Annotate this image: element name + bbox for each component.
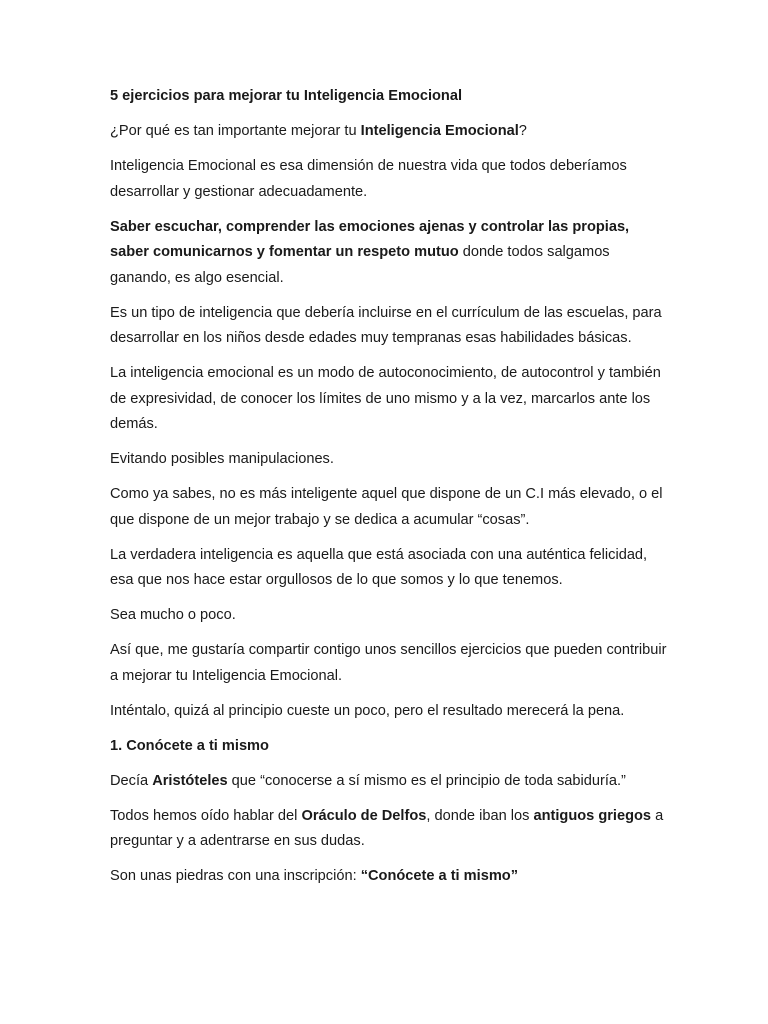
bold-text: Aristóteles (152, 772, 228, 789)
paragraph-inscription (110, 864, 670, 890)
paragraph-skills (110, 215, 670, 292)
paragraph-text: a preguntar y a adentrarse en sus dudas. (110, 807, 664, 849)
paragraph-much-or-little: Sea mucho o poco. (110, 607, 236, 623)
paragraph-self-knowledge: La inteligencia emocional es un modo de autoconocimiento, de autocontrol y también de expresividad, de conocer los límites de uno mismo y a la vez, marcarlos ante los demás. (110, 365, 661, 432)
paragraph-ci: Como ya sabes, no es más inteligente aquel que dispone de un C.I más elevado, o el que dispone de un mejor trabajo y se dedica a acumular “cosas”. (110, 486, 663, 528)
paragraph-why-important (110, 119, 670, 145)
section-heading-know-yourself: 1. Conócete a ti mismo (110, 737, 269, 754)
paragraph-text: Decía (110, 772, 153, 789)
paragraph-text: Todos hemos oído hablar del (110, 807, 302, 824)
document-page (110, 84, 670, 899)
paragraph-text: ? (518, 123, 527, 139)
paragraph-text: Son unas piedras con una inscripción: (110, 868, 361, 884)
paragraph-dimension: Inteligencia Emocional es esa dimensión de nuestra vida que todos deberíamos desarrollar y gestionar adecuadamente. (110, 158, 627, 200)
bold-text: “Conócete a ti mismo” (360, 868, 519, 884)
paragraph-delphi (110, 804, 670, 855)
document-title: 5 ejercicios para mejorar tu Inteligencia Emocional (110, 88, 463, 104)
paragraph-text: que “conocerse a sí mismo es el principio de toda sabiduría.” (227, 772, 626, 789)
bold-text: Inteligencia Emocional (360, 123, 519, 139)
paragraph-text: donde todos salgamos ganando, es algo esencial. (110, 244, 610, 286)
paragraph-try-it: Inténtalo, quizá al principio cueste un poco, pero el resultado merecerá la pena. (110, 702, 625, 719)
paragraph-text: , donde iban los (426, 807, 534, 824)
paragraph-true-intelligence: La verdadera inteligencia es aquella que está asociada con una auténtica felicidad, esa que nos hace estar orgullosos de lo que somos y lo que tenemos. (110, 546, 648, 588)
paragraph-aristotle (110, 769, 670, 795)
bold-text: antiguos griegos (533, 807, 652, 824)
bold-text: Oráculo de Delfos (301, 807, 427, 824)
paragraph-text: ¿Por qué es tan importante mejorar tu (110, 123, 361, 139)
paragraph-manipulations: Evitando posibles manipulaciones. (110, 451, 334, 467)
bold-text: Saber escuchar, comprender las emociones ajenas y controlar las propias, saber comunicarnos y fomentar un respeto mutuo (110, 218, 630, 260)
paragraph-curriculum: Es un tipo de inteligencia que debería incluirse en el currículum de las escuelas, para desarrollar en los niños desde edades muy tempranas esas habilidades básicas. (110, 304, 662, 346)
paragraph-share-exercises: Así que, me gustaría compartir contigo unos sencillos ejercicios que pueden contribuir a mejorar tu Inteligencia Emocional. (110, 642, 667, 684)
